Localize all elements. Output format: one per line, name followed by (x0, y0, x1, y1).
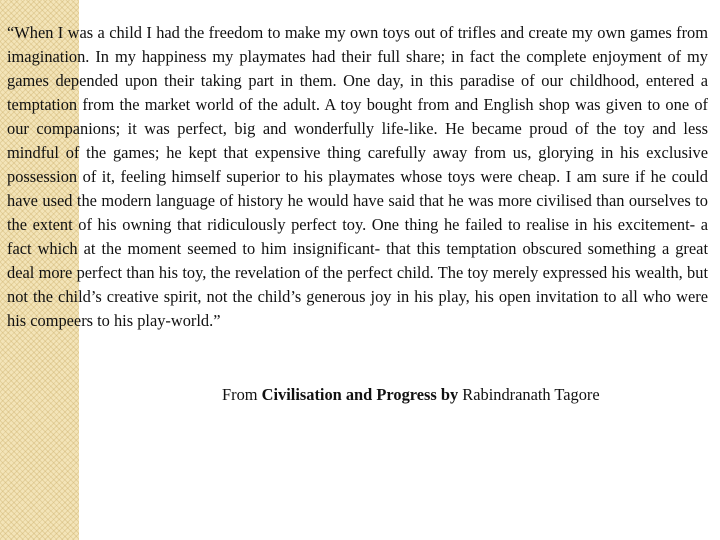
attribution-work-title: Civilisation and Progress by (261, 385, 459, 404)
attribution (222, 383, 600, 407)
attribution-prefix: From (222, 385, 262, 404)
attribution-author: Rabindranath Tagore (458, 385, 600, 404)
quote-paragraph: “When I was a child I had the freedom to make my own toys out of trifles and create my own games from imagination. In my happiness my playmates had their full share; in fact the complete enjoyment of my games depended upon their taking part in them. One day, in this paradise of our childhood, entered a temptation from the market world of the adult. A toy bought from and English shop was given to one of our companions; it was perfect, big and wonderfully life-like. He became proud of the toy and less mindful of the games; he kept that expensive thing carefully away from us, glorying in his exclusive possession of it, feeling himself superior to his playmates whose toys were cheap. I am sure if he could have used the modern language of history he would have said that he was more civilised than ourselves to the extent of his owning that ridiculously perfect toy. One thing he failed to realise in his excitement- a fact which at the moment seemed to him insignificant- that this temptation obscured something a great deal more perfect than his toy, the revelation of the perfect child. The toy merely expressed his wealth, but not the child’s creative spirit, not the child’s generous joy in his play, his open invitation to all who were his compeers to his play-world.” (7, 23, 708, 330)
